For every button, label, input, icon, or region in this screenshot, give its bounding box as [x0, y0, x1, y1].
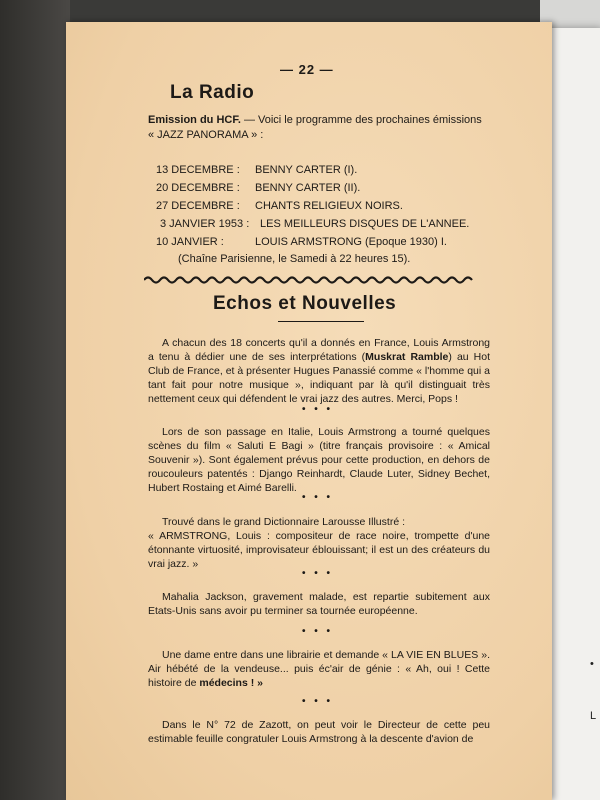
programme-date: 13 DECEMBRE :: [156, 164, 240, 176]
programme-date: 27 DECEMBRE :: [156, 200, 240, 212]
news-paragraph: [148, 648, 490, 690]
next-page-fragment: •: [590, 658, 594, 670]
news-paragraph: [148, 336, 490, 406]
radio-intro: [148, 113, 488, 143]
radio-section-title: La Radio: [170, 82, 255, 103]
programme-title: CHANTS RELIGIEUX NOIRS.: [255, 200, 403, 212]
punchline: médecins ! »: [199, 677, 263, 689]
next-page-edge: [550, 28, 600, 800]
next-page-fragment: L: [590, 710, 597, 722]
programme-date: 20 DECEMBRE :: [156, 182, 240, 194]
programme-title: LES MEILLEURS DISQUES DE L'ANNEE.: [260, 218, 470, 230]
dots-separator: • • •: [302, 404, 334, 415]
echos-section-title: Echos et Nouvelles: [213, 293, 397, 314]
dots-separator: • • •: [302, 696, 334, 707]
programme-date: 3 JANVIER 1953 :: [160, 218, 250, 230]
title-underline: [278, 321, 364, 322]
schedule-note: (Chaîne Parisienne, le Samedi à 22 heures 15).: [178, 253, 411, 265]
news-paragraph: Lors de son passage en Italie, Louis Armstrong a tourné quelques scènes du film « Saluti E Bagi » (titre français provisoire : « Amical Souvenir »). Sont également prévus pour cette production, en dehors de roucouleurs patentés : Django Reinhardt, Claude Luter, Sidney Bechet, Hubert Rostaing et Aimé Barelli.: [148, 426, 490, 494]
news-paragraph: Dans le N° 72 de Zazott, on peut voir le Directeur de cette peu estimable feuille congratuler Louis Armstrong à la descente d'avion de: [148, 719, 490, 745]
news-paragraph: [148, 515, 490, 571]
song-title: Muskrat Ramble: [365, 351, 449, 363]
left-backdrop: [0, 0, 70, 800]
intro-text: — Voici le programme des prochaines émissions « JAZZ PANORAMA » :: [148, 114, 482, 141]
programme-date: 10 JANVIER :: [156, 236, 224, 248]
programme-title: BENNY CARTER (I).: [255, 164, 358, 176]
dictionary-quote: « ARMSTRONG, Louis : compositeur de race noire, trompette d'une étonnante virtuosité, improvisateur éblouissant; il est un des créateurs du vrai jazz. »: [148, 530, 490, 570]
dots-separator: • • •: [302, 568, 334, 579]
news-paragraph: Mahalia Jackson, gravement malade, est repartie subitement aux Etats-Unis sans avoir pu terminer sa tournée européenne.: [148, 591, 490, 617]
paragraph-text: A chacun des 18 concerts qu'il a donnés en France, Louis Armstrong a tenu à dédier une de ses interprétations (: [148, 337, 490, 363]
intro-bold: Emission du HCF.: [148, 114, 241, 126]
booklet-page: [66, 22, 552, 800]
paragraph-text: Trouvé dans le grand Dictionnaire Larousse Illustré :: [162, 516, 405, 528]
dots-separator: • • •: [302, 626, 334, 637]
page-number: — 22 —: [280, 62, 334, 77]
paragraph-text: Une dame entre dans une librairie et demande « LA VIE EN BLUES ». Air hébété de la vendeuse... puis éc'air de génie : « Ah, oui ! Cette histoire de: [148, 649, 490, 689]
programme-title: BENNY CARTER (II).: [255, 182, 361, 194]
programme-title: LOUIS ARMSTRONG (Epoque 1930) I.: [255, 236, 447, 248]
paragraph-text: ) au Hot Club de France, et à présenter Hugues Panassié comme « l'homme qui a tant fait pour notre musique », indiquant par là qu'il distinguait très nettement ceux qui défendent le vrai jazz des autres. Merci, Pops !: [148, 351, 490, 405]
wavy-divider: [144, 274, 474, 286]
dots-separator: • • •: [302, 492, 334, 503]
